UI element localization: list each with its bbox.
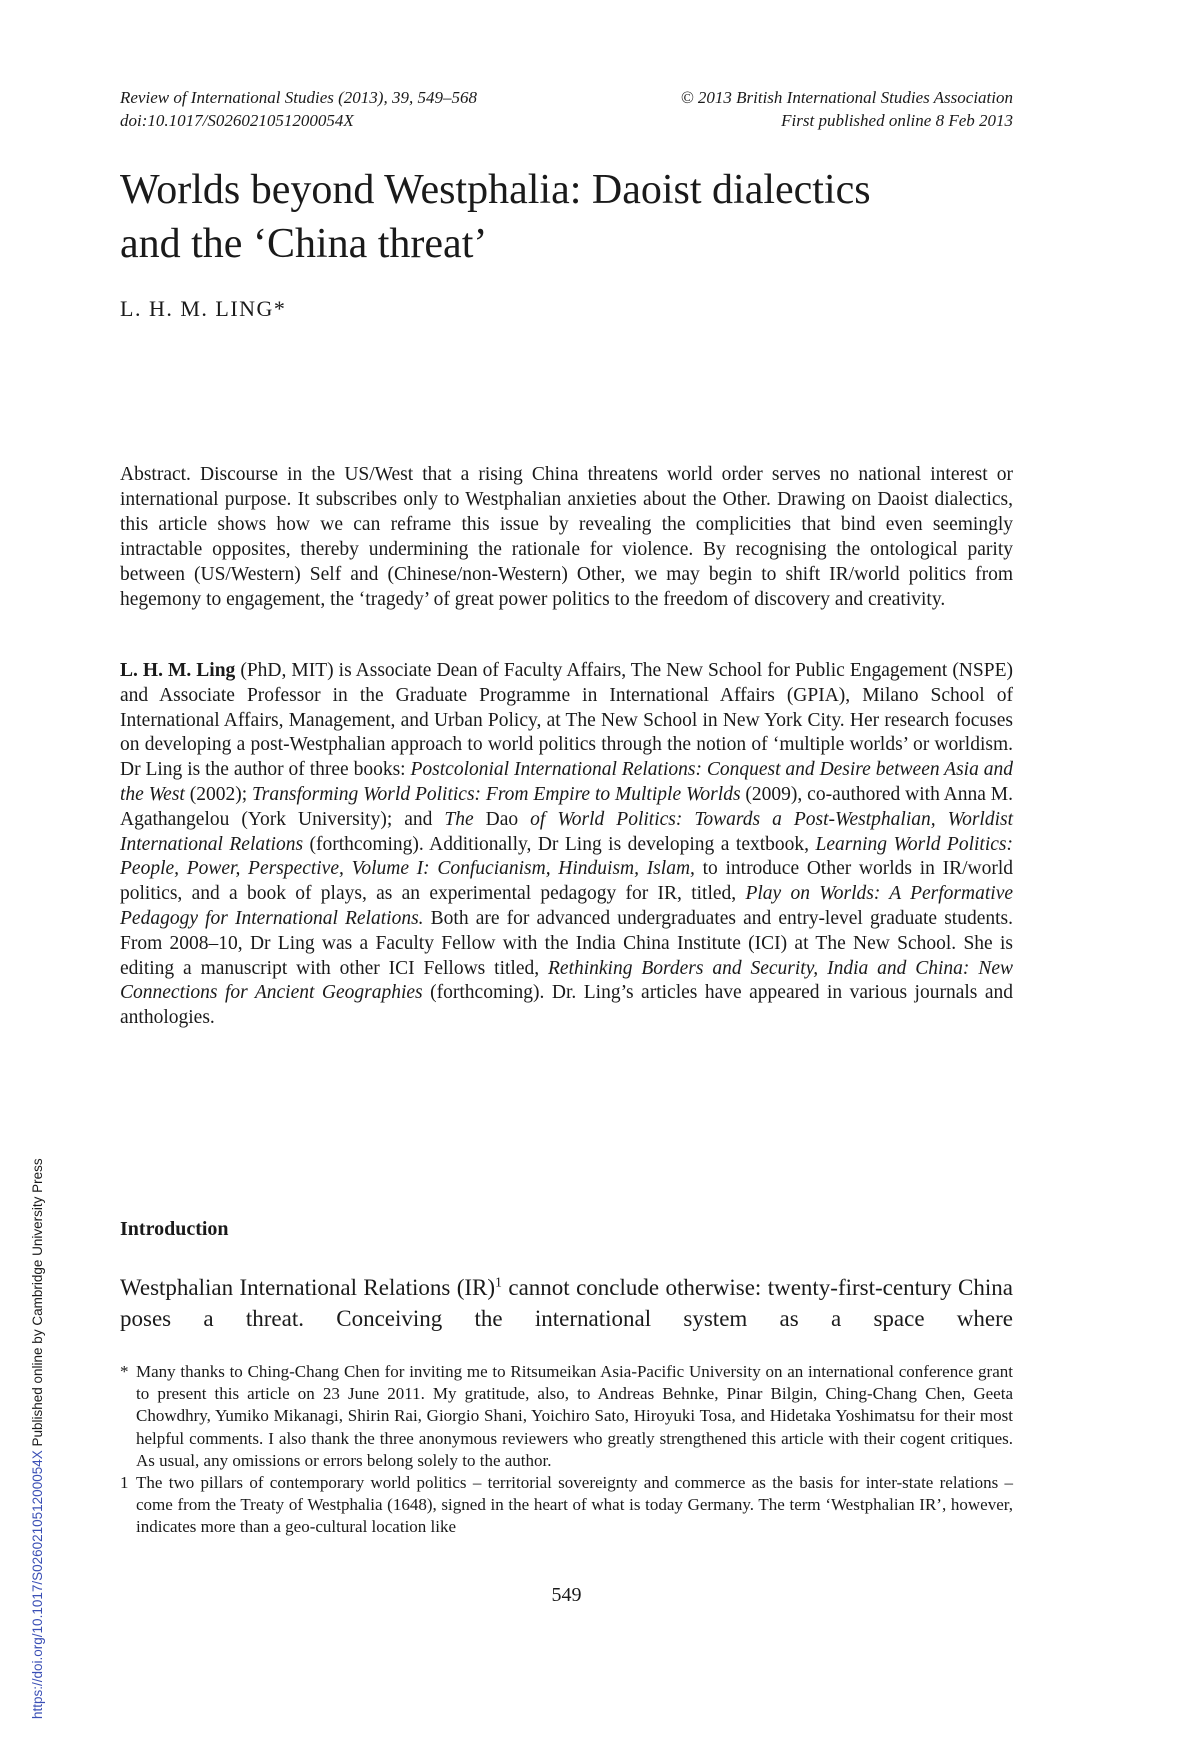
introduction-paragraph	[120, 1272, 1013, 1334]
book-title: of World Politics: Towards a Post-Westphalian, Worldist International Relations	[120, 808, 1013, 855]
vertical-publisher-note	[30, 1158, 45, 1719]
book-title: Transforming World Politics: From Empire to Multiple Worlds	[252, 783, 741, 805]
intro-text: cannot conclude otherwise: twenty-first-century China poses a threat. Conceiving the international system as a space where	[120, 1275, 1013, 1331]
section-heading-introduction: Introduction	[120, 1218, 229, 1240]
bio-text: (2009), co-authored with Anna M. Agathangelou (York University); and	[120, 783, 1013, 830]
bio-text: (forthcoming). Additionally, Dr Ling is developing a textbook,	[303, 833, 816, 855]
title-line-2: and the ‘China threat’	[120, 221, 488, 267]
book-title: Rethinking Borders and Security, India and China: New Connections for Ancient Geographies	[120, 957, 1013, 1004]
bio-text: to introduce Other worlds in IR/world politics, and a book of plays, as an experimental pedagogy for IR, titled,	[120, 858, 1013, 905]
footnote-ref[interactable]: 1	[495, 1274, 502, 1290]
book-title: Postcolonial International Relations: Conquest and Desire between Asia and the West	[120, 759, 1013, 805]
doi-text: doi:10.1017/S026021051200054X	[120, 111, 354, 130]
footnote-mark: *	[120, 1362, 129, 1381]
footnote-mark: 1	[120, 1473, 129, 1493]
publisher-note-text: Published online by Cambridge University Press	[30, 1158, 45, 1451]
bio-text: (PhD, MIT) is Associate Dean of Faculty Affairs, The New School for Public Engagement (NSPE) and Associate Professor in the Graduate Programme in International Affairs (GPIA), Milano School of International Affairs, Management, and Urban Policy, at The New School in New York City. Her research focuses on developing a post-Westphalian approach to world politics through the notion of ‘multiple worlds’ or worldism. Dr Ling is the author of three books:	[120, 660, 1013, 781]
footnote-item	[120, 1472, 1013, 1539]
bio-text: Dao	[473, 808, 531, 830]
intro-text: Westphalian International Relations (IR)	[120, 1275, 496, 1300]
bio-text: (forthcoming). Dr. Ling’s articles have appeared in various journals and anthologies.	[120, 982, 1013, 1029]
bio-text: (2002);	[184, 783, 253, 805]
doi-link[interactable]: https://doi.org/10.1017/S026021051200054X	[30, 1450, 45, 1719]
article-title	[120, 163, 1013, 271]
bio-text: Both are for advanced undergraduates and entry-level graduate students. From 2008–10, Dr Ling was a Faculty Fellow with the India China Institute (ICI) at The New School. She is editing a manuscript with other ICI Fellows titled,	[120, 907, 1013, 979]
copyright-line: © 2013 British International Studies Association	[680, 88, 1013, 107]
footnotes	[120, 1361, 1013, 1539]
author-name: L. H. M. LING*	[120, 296, 287, 321]
running-head-left	[120, 86, 477, 132]
book-title: Play on Worlds: A Performative Pedagogy for International Relations.	[120, 883, 1014, 929]
book-title: Learning World Politics: People, Power, Perspective, Volume I: Confucianism, Hinduism, Islam,	[120, 833, 1013, 880]
footnote-item	[120, 1361, 1013, 1472]
journal-citation: Review of International Studies (2013), 39, 549–568	[120, 88, 477, 107]
running-head-right	[681, 86, 1013, 132]
bio-author-name: L. H. M. Ling	[120, 660, 236, 681]
book-title: The	[444, 808, 474, 830]
abstract-paragraph: Abstract. Discourse in the US/West that a rising China threatens world order serves no national interest or international purpose. It subscribes only to Westphalian anxieties about the Other. Drawing on Daoist dialectics, this article shows how we can reframe this issue by revealing the complicities that bind even seemingly intractable opposites, thereby undermining the rationale for violence. By recognising the ontological parity between (US/Western) Self and (Chinese/non-Western) Other, we may begin to shift IR/world politics from hegemony to engagement, the ‘tragedy’ of great power politics to the freedom of discovery and creativity.	[120, 464, 1013, 610]
page-number: 549	[551, 1584, 582, 1606]
published-online-date: First published online 8 Feb 2013	[781, 111, 1013, 130]
footnote-text: The two pillars of contemporary world politics – territorial sovereignty and commerce as the basis for inter-state relations – come from the Treaty of Westphalia (1648), signed in the heart of what is today Germany. The term ‘Westphalian IR’, however, indicates more than a geo-cultural location like	[136, 1473, 1013, 1537]
footnote-text: Many thanks to Ching-Chang Chen for inviting me to Ritsumeikan Asia-Pacific University on an international conference grant to present this article on 23 June 2011. My gratitude, also, to Andreas Behnke, Pinar Bilgin, Ching-Chang Chen, Geeta Chowdhry, Yumiko Mikanagi, Shirin Rai, Giorgio Shani, Yoichiro Sato, Hiroyuki Tosa, and Hidetaka Yoshimatsu for their most helpful comments. I also thank the three anonymous reviewers who greatly strengthened this article with their cogent critiques. As usual, any omissions or errors belong solely to the author.	[136, 1362, 1013, 1470]
title-line-1: Worlds beyond Westphalia: Daoist dialectics	[120, 167, 871, 213]
author-bio-paragraph	[120, 659, 1013, 1031]
